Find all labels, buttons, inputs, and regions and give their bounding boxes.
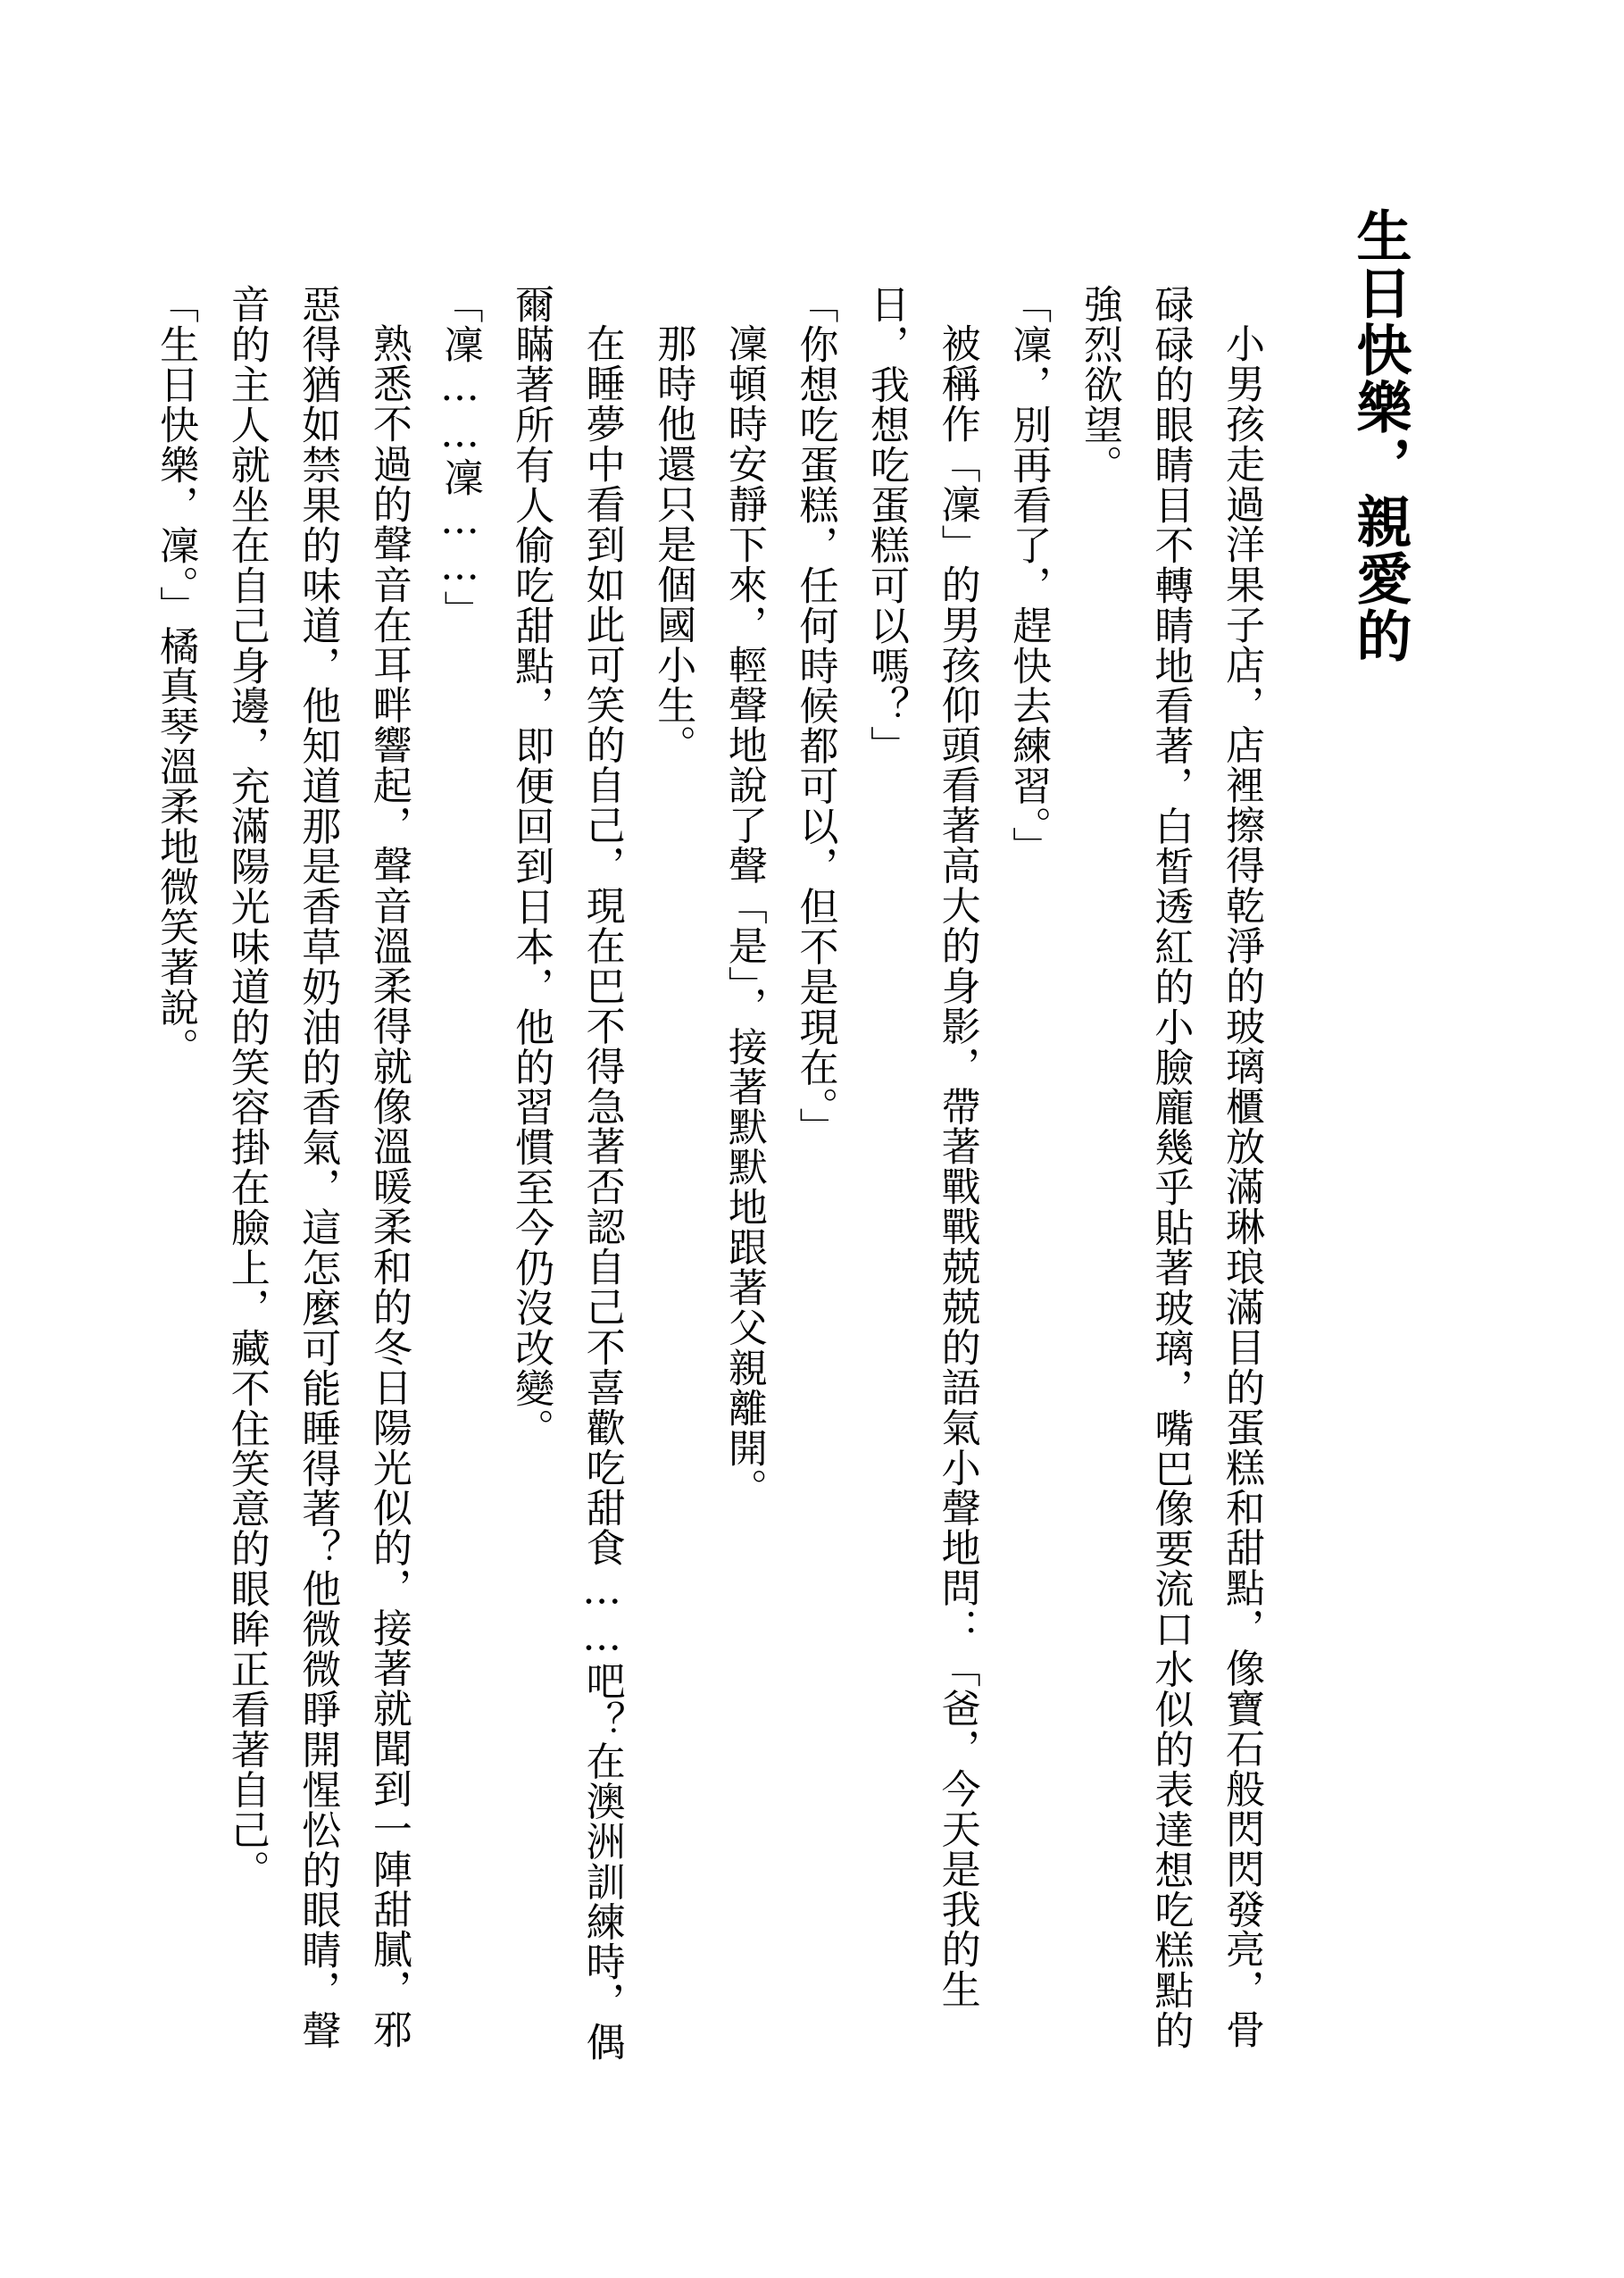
paragraph: 小男孩走過洋果子店，店裡擦得乾淨的玻璃櫃放滿琳琅滿目的蛋糕和甜點，像寶石般閃閃發亮，骨碌碌的眼睛目不轉睛地看著，白皙透紅的小臉龐幾乎貼著玻璃，嘴巴像要流口水似的表達想吃糕點的強烈欲望。: [1076, 284, 1264, 2050]
paragraph: 「你想吃蛋糕，任何時候都可以，但不是現在。」: [792, 284, 838, 1147]
paragraph: 被稱作「凜」的男孩仰頭看著高大的身影，帶著戰戰兢兢的語氣小聲地問：「爸，今天是我的生日，我想吃蛋糕可以嗎？」: [863, 284, 980, 2009]
paragraph: 「凜……凜……」: [437, 284, 483, 630]
paragraph: 凜頓時安靜下來，輕聲地說了聲「是」，接著默默地跟著父親離開。: [720, 323, 767, 1508]
body-text: [153, 284, 1277, 2070]
paragraph: 「生日快樂，凜。」橘真琴溫柔地微笑著說。: [153, 284, 199, 1067]
chapter-title: 生日快樂，親愛的: [1347, 207, 1412, 664]
paragraph: 熟悉不過的聲音在耳畔響起，聲音溫柔得就像溫暖柔和的冬日陽光似的，接著就聞到一陣甜膩，邪惡得猶如禁果的味道，他知道那是香草奶油的香氣，這怎麼可能睡得著？他微微睜開惺忪的眼睛，聲音的主人就坐在自己身邊，充滿陽光味道的笑容掛在臉上，藏不住笑意的眼眸正看著自己。: [223, 284, 412, 2050]
paragraph: 那時他還只是個國小生。: [650, 323, 696, 765]
paragraph: 在睡夢中看到如此可笑的自己，現在巴不得急著否認自己不喜歡吃甜食……吧？在澳洲訓練時，偶爾瞞著所有人偷吃甜點，即便回到日本，他的習慣至今仍沒改變。: [508, 284, 625, 2062]
paragraph: 「凜，別再看了，趕快去練習。」: [1005, 284, 1052, 867]
